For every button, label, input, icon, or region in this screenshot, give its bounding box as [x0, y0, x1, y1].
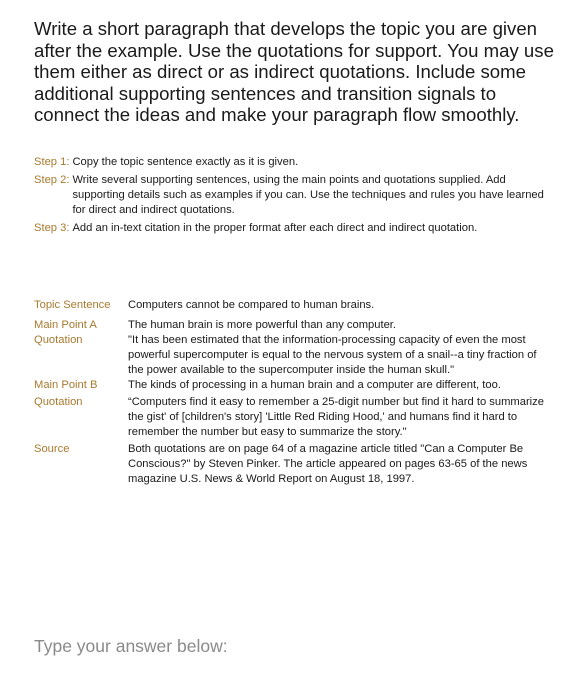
row-text: The kinds of processing in a human brain and a computer are different, too.: [128, 379, 501, 391]
step-text: Write several supporting sentences, using the main points and quotations supplied. Add supporting details such as examples if you can. Use the techniques and rules you have learned for direct and indirect quotations.: [72, 174, 544, 216]
step-label: Step 2:: [34, 174, 70, 186]
row-label: Quotation: [34, 334, 83, 346]
row-text: "It has been estimated that the information-processing capacity of even the most powerful supercomputer is equal to the nervous system of a snail--a tiny fraction of the power available to the supercomputer inside the human skull.": [128, 334, 537, 376]
row-text: Both quotations are on page 64 of a magazine article titled "Can a Computer Be Conscious?" by Steven Pinker. The article appeared on pages 63-65 of the news magazine U.S. News & World Report on August 18, 1997.: [128, 443, 528, 485]
table-row: [34, 378, 554, 393]
row-text: The human brain is more powerful than any computer.: [128, 319, 397, 331]
row-label: Quotation: [34, 396, 83, 408]
table-row: [34, 395, 554, 440]
row-label: Main Point B: [34, 379, 98, 391]
row-text: “Computers find it easy to remember a 25-digit number but find it hard to summarize the gist' of [children's story] 'Little Red Riding Hood,' and humans find it hard to remember the number but easy to summarize the story.": [128, 396, 544, 438]
table-row: [34, 298, 554, 313]
answer-prompt: Type your answer below:: [34, 636, 228, 656]
step-label: Step 1:: [34, 156, 70, 168]
table-row: [34, 318, 554, 333]
steps-list: [34, 155, 554, 236]
step-label: Step 3:: [34, 222, 70, 234]
row-label: Source: [34, 443, 70, 455]
row-label: Topic Sentence: [34, 299, 111, 311]
table-row: [34, 333, 554, 378]
step-item: [34, 155, 554, 170]
step-item: [34, 221, 554, 236]
step-item: [34, 173, 554, 218]
table-row: [34, 442, 554, 487]
step-text: Add an in-text citation in the proper format after each direct and indirect quotation.: [72, 222, 478, 234]
step-text: Copy the topic sentence exactly as it is given.: [72, 156, 299, 168]
instructions-text: Write a short paragraph that develops the topic you are given after the example. Use the quotations for support. You may use them either as direct or as indirect quotations. Include some additional supporting sentences and transition signals to connect the ideas and make your paragraph flow smoothly.: [34, 18, 554, 125]
example-table: [34, 298, 554, 491]
row-label: Main Point A: [34, 319, 97, 331]
row-text: Computers cannot be compared to human brains.: [128, 299, 375, 311]
